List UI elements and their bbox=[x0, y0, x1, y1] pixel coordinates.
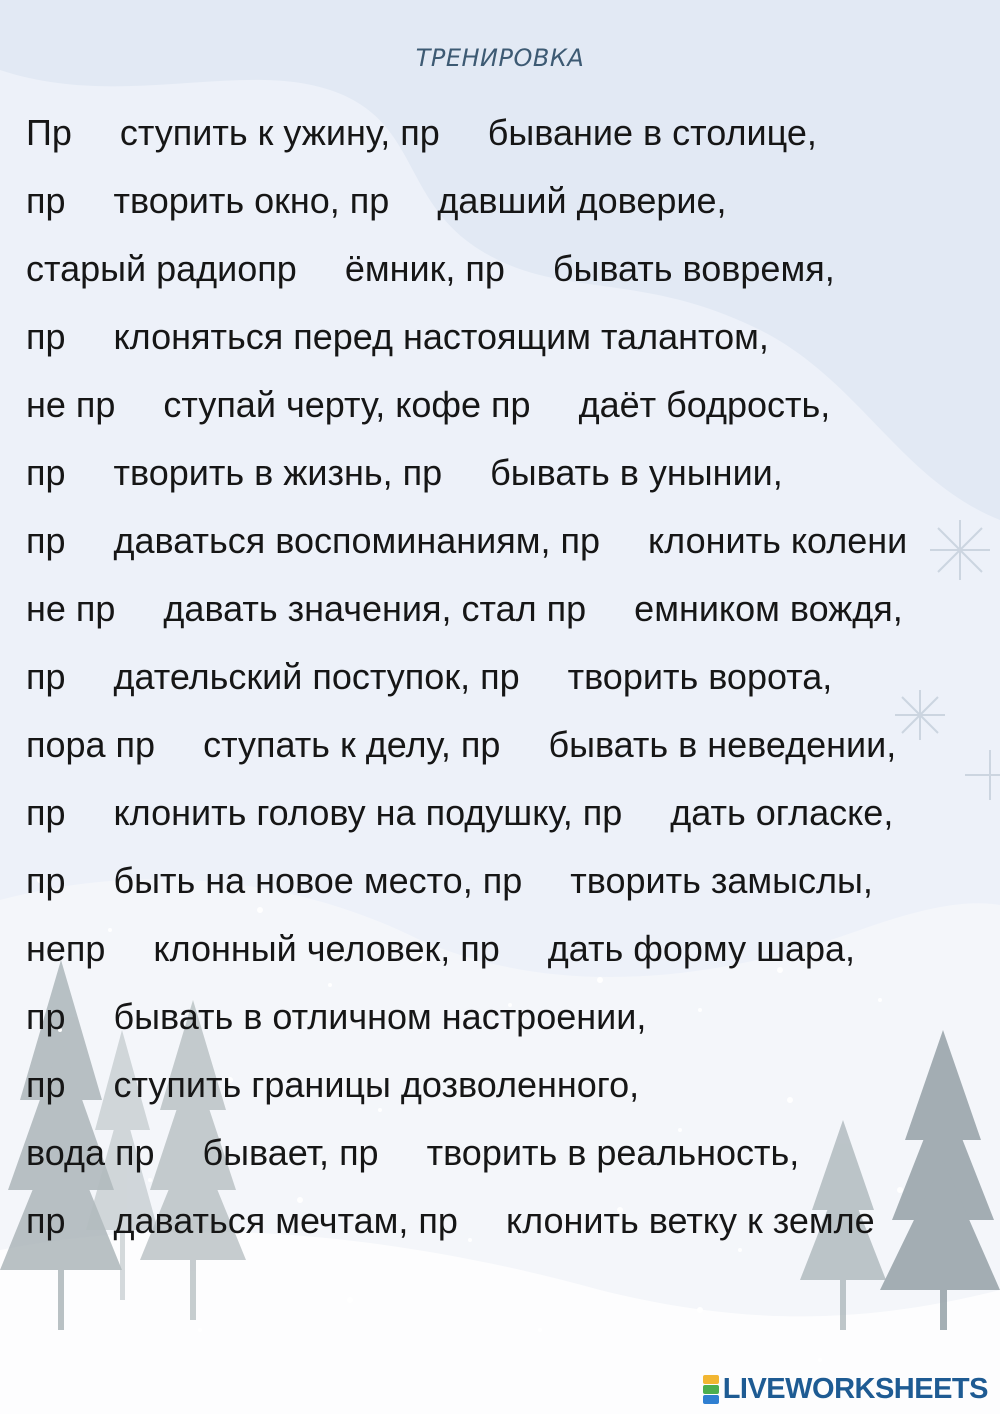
blank-slot[interactable] bbox=[602, 524, 646, 558]
blank-slot[interactable] bbox=[68, 320, 112, 354]
line-text: пр bbox=[26, 316, 66, 357]
exercise-line bbox=[26, 312, 769, 362]
exercise-line bbox=[26, 176, 727, 226]
line-text: ступить границы дозволенного, bbox=[113, 1064, 640, 1105]
blank-slot[interactable] bbox=[524, 864, 568, 898]
line-text: пр bbox=[26, 1200, 66, 1241]
line-text: творить в жизнь, пр bbox=[113, 452, 443, 493]
exercise-line bbox=[26, 1128, 799, 1178]
exercise-line bbox=[26, 788, 893, 838]
blank-slot[interactable] bbox=[68, 184, 112, 218]
exercise-line bbox=[26, 992, 646, 1042]
exercise-line bbox=[26, 244, 835, 294]
logo-bar-green bbox=[703, 1385, 719, 1394]
blank-slot[interactable] bbox=[442, 116, 486, 150]
line-text: пр bbox=[26, 996, 66, 1037]
blank-slot[interactable] bbox=[157, 728, 201, 762]
line-text: непр bbox=[26, 928, 106, 969]
exercise-line bbox=[26, 652, 832, 702]
line-text: пр bbox=[26, 180, 66, 221]
blank-slot[interactable] bbox=[68, 1000, 112, 1034]
blank-slot[interactable] bbox=[381, 1136, 425, 1170]
page-title: ТРЕНИРОВКА bbox=[415, 44, 585, 72]
line-text: пора пр bbox=[26, 724, 156, 765]
blank-slot[interactable] bbox=[522, 660, 566, 694]
line-text: дать огласке, bbox=[670, 792, 894, 833]
blank-slot[interactable] bbox=[107, 932, 151, 966]
line-text: творить в реальность, bbox=[426, 1132, 800, 1173]
line-text: клоняться перед настоящим талантом, bbox=[113, 316, 769, 357]
blank-slot[interactable] bbox=[117, 592, 161, 626]
logo-bar-blue bbox=[703, 1395, 719, 1404]
line-text: Пр bbox=[26, 112, 72, 153]
line-text: клонный человек, пр bbox=[153, 928, 500, 969]
blank-slot[interactable] bbox=[68, 660, 112, 694]
snowflake-2 bbox=[895, 690, 945, 740]
blank-slot[interactable] bbox=[68, 456, 112, 490]
line-text: ступать к делу, пр bbox=[203, 724, 501, 765]
line-text: дательский поступок, пр bbox=[113, 656, 520, 697]
blank-slot[interactable] bbox=[68, 796, 112, 830]
snowflake-1 bbox=[930, 520, 990, 580]
exercise-line bbox=[26, 720, 896, 770]
exercise-line bbox=[26, 516, 907, 566]
line-text: творить замыслы, bbox=[570, 860, 873, 901]
logo-bar-yellow bbox=[703, 1375, 719, 1384]
exercise-line bbox=[26, 856, 873, 906]
line-text: даваться воспоминаниям, пр bbox=[113, 520, 601, 561]
line-text: не пр bbox=[26, 588, 116, 629]
line-text: вода пр bbox=[26, 1132, 155, 1173]
blank-slot[interactable] bbox=[460, 1204, 504, 1238]
line-text: бывает, пр bbox=[202, 1132, 379, 1173]
line-text: не пр bbox=[26, 384, 116, 425]
line-text: клонить ветку к земле bbox=[505, 1200, 875, 1241]
line-text: пр bbox=[26, 520, 66, 561]
line-text: бывать в неведении, bbox=[548, 724, 897, 765]
line-text: клонить голову на подушку, пр bbox=[113, 792, 623, 833]
line-text: дать форму шара, bbox=[547, 928, 856, 969]
line-text: творить окно, пр bbox=[113, 180, 390, 221]
line-text: бывание в столице, bbox=[487, 112, 817, 153]
blank-slot[interactable] bbox=[533, 388, 577, 422]
exercise-line bbox=[26, 1196, 875, 1246]
blank-slot[interactable] bbox=[299, 252, 343, 286]
liveworksheets-logo-icon bbox=[703, 1375, 719, 1404]
blank-slot[interactable] bbox=[391, 184, 435, 218]
line-text: давать значения, стал пр bbox=[163, 588, 587, 629]
line-text: бывать вовремя, bbox=[552, 248, 835, 289]
line-text: ступай черту, кофе пр bbox=[163, 384, 531, 425]
line-text: пр bbox=[26, 452, 66, 493]
line-text: быть на новое место, пр bbox=[113, 860, 523, 901]
line-text: старый радиопр bbox=[26, 248, 297, 289]
blank-slot[interactable] bbox=[74, 116, 118, 150]
line-text: пр bbox=[26, 656, 66, 697]
liveworksheets-brand[interactable] bbox=[703, 1372, 988, 1406]
blank-slot[interactable] bbox=[502, 728, 546, 762]
line-text: бывать в отличном настроении, bbox=[113, 996, 647, 1037]
exercise-line bbox=[26, 380, 830, 430]
line-text: пр bbox=[26, 1064, 66, 1105]
line-text: давший доверие, bbox=[437, 180, 727, 221]
blank-slot[interactable] bbox=[507, 252, 551, 286]
blank-slot[interactable] bbox=[68, 524, 112, 558]
blank-slot[interactable] bbox=[68, 1204, 112, 1238]
line-text: клонить колени bbox=[648, 520, 908, 561]
line-text: даёт бодрость, bbox=[578, 384, 831, 425]
blank-slot[interactable] bbox=[444, 456, 488, 490]
exercise-line bbox=[26, 924, 855, 974]
exercise-line bbox=[26, 448, 783, 498]
blank-slot[interactable] bbox=[624, 796, 668, 830]
line-text: творить ворота, bbox=[567, 656, 833, 697]
line-text: емником вождя, bbox=[634, 588, 903, 629]
line-text: ёмник, пр bbox=[344, 248, 505, 289]
line-text: пр bbox=[26, 792, 66, 833]
exercise-line bbox=[26, 1060, 639, 1110]
blank-slot[interactable] bbox=[157, 1136, 201, 1170]
blank-slot[interactable] bbox=[68, 864, 112, 898]
blank-slot[interactable] bbox=[68, 1068, 112, 1102]
line-text: ступить к ужину, пр bbox=[119, 112, 440, 153]
line-text: пр bbox=[26, 860, 66, 901]
blank-slot[interactable] bbox=[117, 388, 161, 422]
line-text: даваться мечтам, пр bbox=[113, 1200, 458, 1241]
blank-slot[interactable] bbox=[502, 932, 546, 966]
blank-slot[interactable] bbox=[588, 592, 632, 626]
exercise-line bbox=[26, 108, 817, 158]
line-text: бывать в унынии, bbox=[490, 452, 783, 493]
exercise-line bbox=[26, 584, 903, 634]
brand-name: LIVEWORKSHEETS bbox=[722, 1372, 988, 1405]
